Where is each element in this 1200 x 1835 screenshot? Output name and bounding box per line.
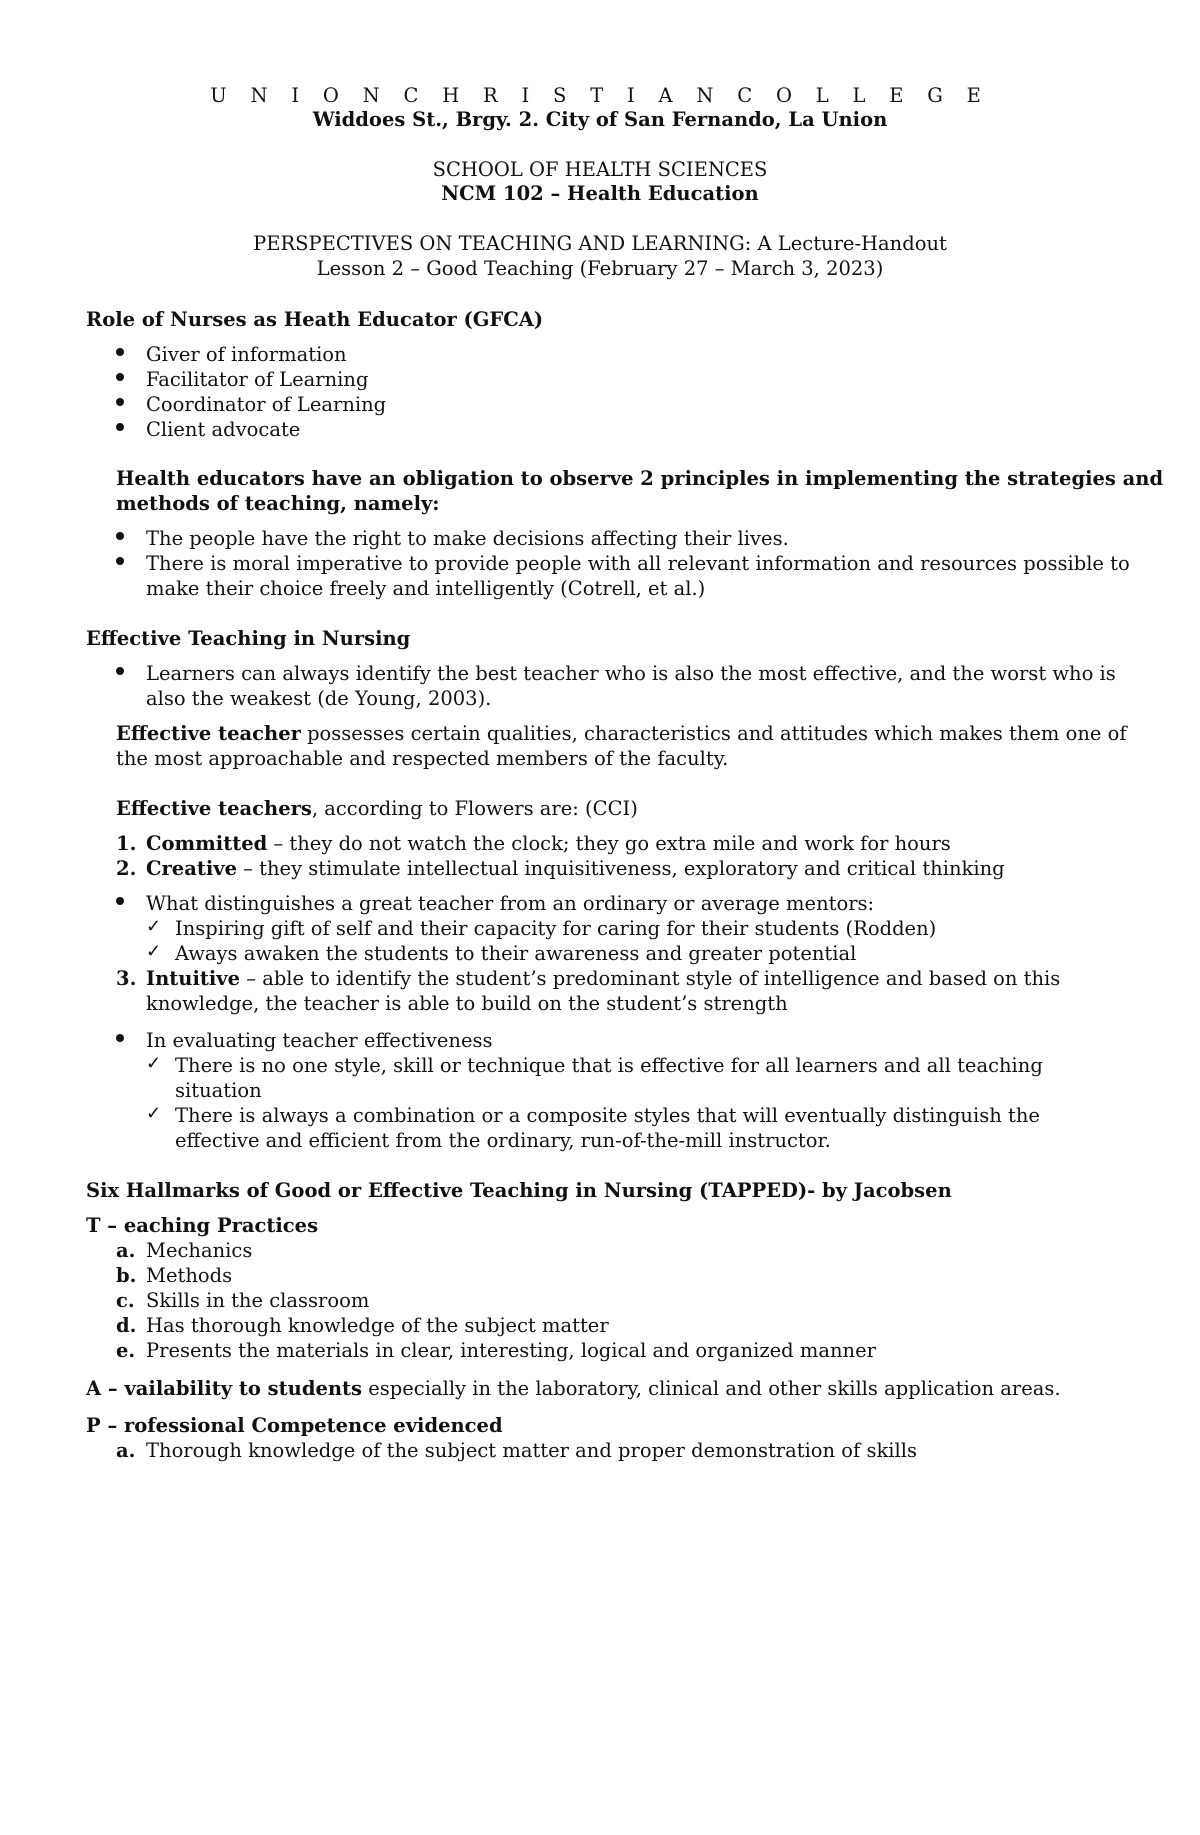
check-item-continuation: effective and efficient from the ordinary, run-of-the-mill instructor. xyxy=(175,1129,831,1152)
bullet-dot-icon xyxy=(116,398,124,406)
lettered-item: Methods xyxy=(146,1264,233,1287)
list-item-continuation: also the weakest (de Young, 2003). xyxy=(146,687,492,710)
check-mark-icon: ✓ xyxy=(146,916,162,937)
bullet-dot-icon xyxy=(116,532,124,540)
list-item: The people have the right to make decisions affecting their lives. xyxy=(146,527,789,550)
check-item: Aways awaken the students to their awareness and greater potential xyxy=(175,942,857,965)
principles-heading-line2: methods of teaching, namely: xyxy=(116,492,440,515)
course-title: NCM 102 – Health Education xyxy=(441,182,759,205)
effective-paragraph-line1 xyxy=(116,722,1127,745)
bullet-dot-icon xyxy=(116,373,124,381)
flowers-line xyxy=(116,797,638,820)
p-heading: P – rofessional Competence evidenced xyxy=(86,1414,503,1437)
item-text: – they stimulate intellectual inquisitiveness, exploratory and critical thinking xyxy=(237,857,1005,880)
paragraph-text: especially in the laboratory, clinical and other skills application areas. xyxy=(362,1377,1061,1400)
t-heading: T – eaching Practices xyxy=(86,1214,319,1237)
bold-term: Effective teacher xyxy=(116,722,301,745)
lettered-item: Thorough knowledge of the subject matter and proper demonstration of skills xyxy=(146,1439,918,1462)
list-item: There is moral imperative to provide people with all relevant information and resources possible to xyxy=(146,552,1130,575)
list-item: Coordinator of Learning xyxy=(146,393,387,416)
principles-heading-line1: Health educators have an obligation to observe 2 principles in implementing the strategies and xyxy=(116,467,1164,490)
numbered-item xyxy=(146,967,1060,990)
list-item-continuation: make their choice freely and intelligently (Cotrell, et al.) xyxy=(146,577,706,600)
check-mark-icon: ✓ xyxy=(146,1103,162,1124)
check-item: Inspiring gift of self and their capacity for caring for their students (Rodden) xyxy=(175,917,937,940)
list-letter: c. xyxy=(116,1289,135,1312)
college-address: Widdoes St., Brgy. 2. City of San Fernando, La Union xyxy=(312,108,888,131)
effective-paragraph-line2: the most approachable and respected members of the faculty. xyxy=(116,747,729,770)
numbered-item-continuation: knowledge, the teacher is able to build on the student’s strength xyxy=(146,992,788,1015)
list-letter: e. xyxy=(116,1339,136,1362)
list-letter: b. xyxy=(116,1264,137,1287)
list-number: 3. xyxy=(116,967,137,990)
bold-term: Committed xyxy=(146,832,268,855)
list-letter: d. xyxy=(116,1314,137,1337)
list-letter: a. xyxy=(116,1439,136,1462)
college-name: U N I O N C H R I S T I A N C O L L E G E xyxy=(210,84,990,107)
item-text: – they do not watch the clock; they go extra mile and work for hours xyxy=(267,832,951,855)
item-text: – able to identify the student’s predominant style of intelligence and based on this xyxy=(240,967,1061,990)
bold-term: Effective teachers xyxy=(116,797,312,820)
list-item: Learners can always identify the best teacher who is also the most effective, and the worst who is xyxy=(146,662,1116,685)
hallmarks-heading: Six Hallmarks of Good or Effective Teaching in Nursing (TAPPED)- by Jacobsen xyxy=(86,1179,952,1202)
list-item: In evaluating teacher effectiveness xyxy=(146,1029,493,1052)
bold-term: A – vailability to students xyxy=(86,1377,363,1400)
list-number: 1. xyxy=(116,832,137,855)
lettered-item: Skills in the classroom xyxy=(146,1289,370,1312)
list-letter: a. xyxy=(116,1239,136,1262)
check-item: There is always a combination or a composite styles that will eventually distinguish the xyxy=(175,1104,1040,1127)
lettered-item: Presents the materials in clear, interesting, logical and organized manner xyxy=(146,1339,876,1362)
list-item: What distinguishes a great teacher from an ordinary or average mentors: xyxy=(146,892,875,915)
effective-heading: Effective Teaching in Nursing xyxy=(86,627,411,650)
list-number: 2. xyxy=(116,857,137,880)
availability-line xyxy=(86,1377,1061,1400)
handout-title: PERSPECTIVES ON TEACHING AND LEARNING: A Lecture-Handout xyxy=(253,232,947,255)
bold-term: Intuitive xyxy=(146,967,241,990)
list-item: Facilitator of Learning xyxy=(146,368,369,391)
list-item: Client advocate xyxy=(146,418,301,441)
bullet-dot-icon xyxy=(116,1034,124,1042)
bullet-dot-icon xyxy=(116,423,124,431)
check-mark-icon: ✓ xyxy=(146,941,162,962)
lettered-item: Mechanics xyxy=(146,1239,253,1262)
lettered-item: Has thorough knowledge of the subject matter xyxy=(146,1314,609,1337)
numbered-item xyxy=(146,857,1005,880)
school-name: SCHOOL OF HEALTH SCIENCES xyxy=(432,158,768,181)
check-item-continuation: situation xyxy=(175,1079,262,1102)
bold-term: Creative xyxy=(146,857,237,880)
numbered-item xyxy=(146,832,951,855)
bullet-dot-icon xyxy=(116,557,124,565)
check-mark-icon: ✓ xyxy=(146,1053,162,1074)
bullet-dot-icon xyxy=(116,348,124,356)
roles-heading: Role of Nurses as Heath Educator (GFCA) xyxy=(86,308,544,331)
check-item: There is no one style, skill or technique that is effective for all learners and all teaching xyxy=(175,1054,1043,1077)
bullet-dot-icon xyxy=(116,667,124,675)
paragraph-text: possesses certain qualities, characteristics and attitudes which makes them one of xyxy=(300,722,1127,745)
paragraph-text: , according to Flowers are: (CCI) xyxy=(311,797,638,820)
bullet-dot-icon xyxy=(116,897,124,905)
lesson-title: Lesson 2 – Good Teaching (February 27 – March 3, 2023) xyxy=(316,257,884,280)
list-item: Giver of information xyxy=(146,343,347,366)
